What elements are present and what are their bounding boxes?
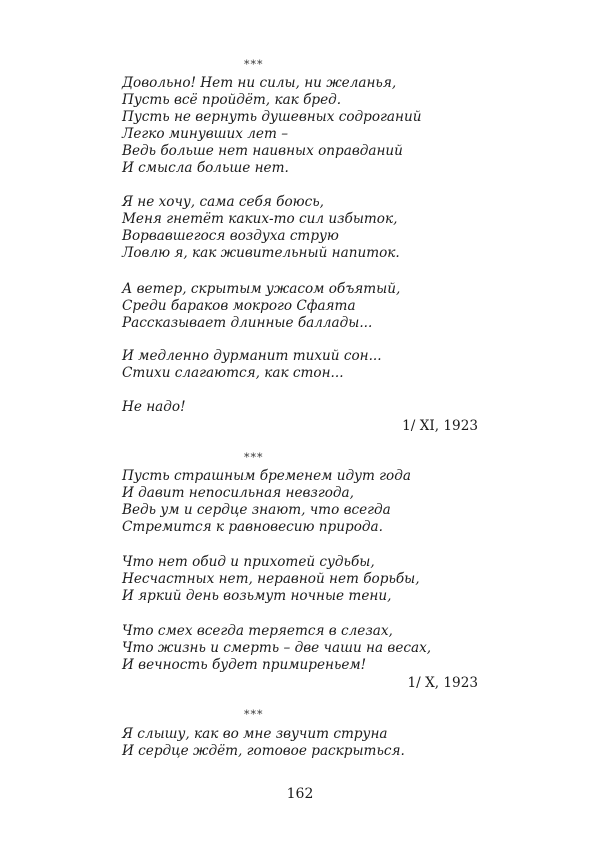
poem-separator: *** (244, 58, 264, 71)
poem-line: Довольно! Нет ни силы, ни желанья, (122, 75, 397, 91)
poem-line: Ведь больше нет наивных оправданий (122, 143, 403, 159)
poem-line: Что нет обид и прихотей судьбы, (122, 554, 375, 570)
poem-line: Ворвавшегося воздуха струю (122, 228, 339, 244)
poem-line: Стихи слагаются, как стон... (122, 365, 344, 381)
page-number: 162 (286, 786, 314, 802)
poem-line: И медленно дурманит тихий сон... (122, 348, 382, 364)
poem-line: И смысла больше нет. (122, 160, 289, 176)
poem-line: Рассказывает длинные баллады... (122, 315, 373, 331)
poem-line: Ведь ум и сердце знают, что всегда (122, 502, 391, 518)
poem-separator: *** (244, 708, 264, 721)
poem-line: И давит непосильная невзгода, (122, 485, 354, 501)
poem-line: Среди бараков мокрого Сфаята (122, 298, 356, 314)
poem-separator: *** (244, 451, 264, 464)
poem-line: Что жизнь и смерть – две чаши на весах, (122, 640, 432, 656)
poem-line: Меня гнетёт каких-то сил избыток, (122, 211, 398, 227)
poem-line: Что смех всегда теряется в слезах, (122, 623, 393, 639)
poem-line: И сердце ждёт, готовое раскрыться. (122, 743, 405, 759)
poem-line: Пусть всё пройдёт, как бред. (122, 92, 342, 108)
poem-date: 1/ XI, 1923 (402, 418, 478, 434)
poem-line: И вечность будет примиреньем! (122, 657, 367, 673)
poem-line: Стремится к равновесию природа. (122, 519, 383, 535)
poem-line: Не надо! (122, 399, 186, 415)
poem-date: 1/ X, 1923 (407, 675, 478, 691)
poem-line: Пусть не вернуть душевных содроганий (122, 109, 422, 125)
poem-line: И яркий день возьмут ночные тени, (122, 588, 392, 604)
poem-line: Я не хочу, сама себя боюсь, (122, 194, 324, 210)
poem-line: Несчастных нет, неравной нет борьбы, (122, 571, 420, 587)
poem-line: Ловлю я, как живительный напиток. (122, 245, 400, 261)
poem-line: А ветер, скрытым ужасом объятый, (122, 281, 401, 297)
poem-line: Легко минувших лет – (122, 126, 288, 142)
poem-line: Я слышу, как во мне звучит струна (122, 726, 388, 742)
poem-line: Пусть страшным бременем идут года (122, 468, 411, 484)
